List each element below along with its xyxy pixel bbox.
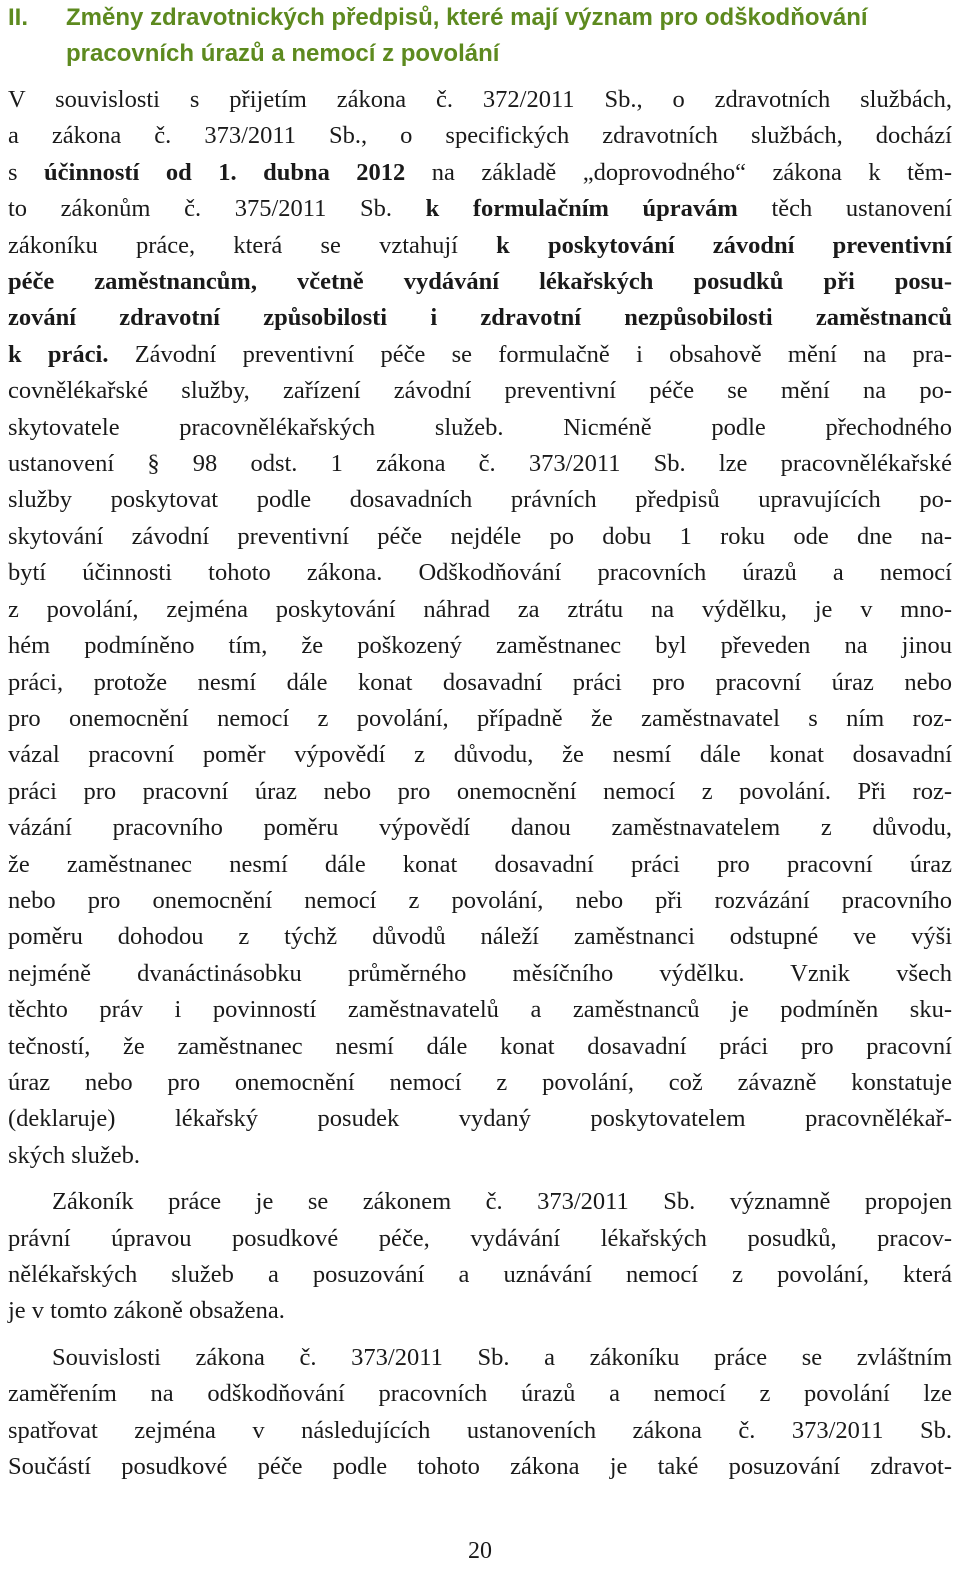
text-line: skytovatele pracovnělékařských služeb. Nicméně podle přechodného: [8, 413, 952, 441]
text-line: ských služeb.: [8, 1141, 140, 1169]
text-line: skytování závodní preventivní péče nejdéle po dobu 1 roku ode dne na-: [8, 522, 952, 550]
text-line: hém podmíněno tím, že poškozený zaměstnanec byl převeden na jinou: [8, 632, 952, 660]
text-line: že zaměstnanec nesmí dále konat dosavadní práci pro pracovní úraz: [8, 850, 952, 878]
text-line: k práci. Závodní preventivní péče se formulačně i obsahově mění na pra-: [8, 340, 952, 368]
text-line: poměru dohodou z týchž důvodů náleží zaměstnanci odstupné ve výši: [8, 923, 952, 951]
text-line: s účinností od 1. dubna 2012 na základě „doprovodného“ zákona k těm-: [8, 158, 952, 186]
text-line: to zákonům č. 375/2011 Sb. k formulačním úpravám těch ustanovení: [8, 195, 953, 223]
text-line: [8, 300, 952, 336]
text-line: V souvislosti s přijetím zákona č. 372/2011 Sb., o zdravotních službách,: [8, 86, 952, 113]
text-line: práci, protože nesmí dále konat dosavadní práci pro pracovní úraz nebo: [8, 668, 952, 696]
text-line: pro onemocnění nemocí z povolání, případně že zaměstnavatel s ním roz-: [8, 704, 952, 732]
text-line: zákoníku práce, která se vztahují k poskytování závodní preventivní: [8, 231, 952, 259]
section-title-line: pracovních úrazů a nemocí z povolání: [66, 40, 500, 67]
paragraph-1: [8, 82, 952, 1174]
bold-text: k formulačním úpravám: [425, 195, 738, 223]
text-line: těchto práv i povinností zaměstnavatelů a zaměstnanců je podmíněn sku-: [8, 996, 952, 1024]
text-line: tečností, že zaměstnanec nesmí dále konat dosavadní práci pro pracovní: [8, 1032, 952, 1060]
text-line: vázal pracovní poměr výpovědí z důvodu, že nesmí dále konat dosavadní: [8, 741, 952, 769]
page-number: 20: [468, 1538, 492, 1564]
paragraph-2: [8, 1184, 952, 1330]
bold-text: k poskytování závodní preventivní: [496, 231, 952, 259]
text-line: Souvislosti zákona č. 373/2011 Sb. a zákoníku práce se zvláštním: [52, 1343, 952, 1371]
section-title-line: Změny zdravotnických předpisů, které mají význam pro odškodňování: [66, 4, 868, 31]
section-number: II.: [8, 4, 29, 31]
paragraph-3: [8, 1340, 952, 1486]
text-line: vázání pracovního poměru výpovědí danou zaměstnavatelem z důvodu,: [8, 814, 952, 842]
bold-text: zování zdravotní způsobilosti i zdravotní nezpůsobilosti zaměstnanců: [8, 304, 952, 332]
bold-text: účinností od 1. dubna 2012: [44, 158, 406, 186]
text-line: je v tomto zákoně obsažena.: [8, 1297, 285, 1325]
body-text: [8, 82, 952, 1485]
text-line: právní úpravou posudkové péče, vydávání lékařských posudků, pracov-: [8, 1224, 952, 1252]
text-line: zaměřením na odškodňování pracovních úrazů a nemocí z povolání lze: [8, 1380, 952, 1408]
text-line: Zákoník práce je se zákonem č. 373/2011 Sb. významně propojen: [52, 1188, 952, 1216]
text-line: spatřovat zejména v následujících ustanoveních zákona č. 373/2011 Sb.: [8, 1416, 952, 1444]
text-line: [8, 264, 952, 300]
text-line: covnělékařské služby, zařízení závodní preventivní péče se mění na po-: [8, 377, 952, 405]
text-line: práci pro pracovní úraz nebo pro onemocnění nemocí z povolání. Při roz-: [8, 777, 952, 805]
bold-text: k práci.: [8, 340, 109, 368]
text-line: Součástí posudkové péče podle tohoto zákona je také posuzování zdravot-: [8, 1453, 952, 1481]
text-line: z povolání, zejména poskytování náhrad za ztrátu na výdělku, je v mno-: [8, 595, 952, 623]
text-line: a zákona č. 373/2011 Sb., o specifických zdravotních službách, dochází: [8, 122, 952, 150]
text-line: nejméně dvanáctinásobku průměrného měsíčního výdělku. Vznik všech: [8, 959, 952, 987]
bold-text: péče zaměstnancům, včetně vydávání lékařských posudků při posu-: [8, 268, 952, 296]
text-line: (deklaruje) lékařský posudek vydaný poskytovatelem pracovnělékař-: [8, 1105, 952, 1133]
text-line: nělékařských služeb a posuzování a uznávání nemocí z povolání, která: [8, 1261, 952, 1288]
text-line: ustanovení § 98 odst. 1 zákona č. 373/2011 Sb. lze pracovnělékařské: [8, 450, 952, 478]
text-line: bytí účinnosti tohoto zákona. Odškodňování pracovních úrazů a nemocí: [8, 559, 952, 587]
section-title: [66, 0, 936, 72]
text-line: služby poskytovat podle dosavadních právních předpisů upravujících po-: [8, 486, 952, 514]
text-line: nebo pro onemocnění nemocí z povolání, nebo při rozvázání pracovního: [8, 886, 952, 914]
text-line: úraz nebo pro onemocnění nemocí z povolání, což závazně konstatuje: [8, 1068, 952, 1096]
